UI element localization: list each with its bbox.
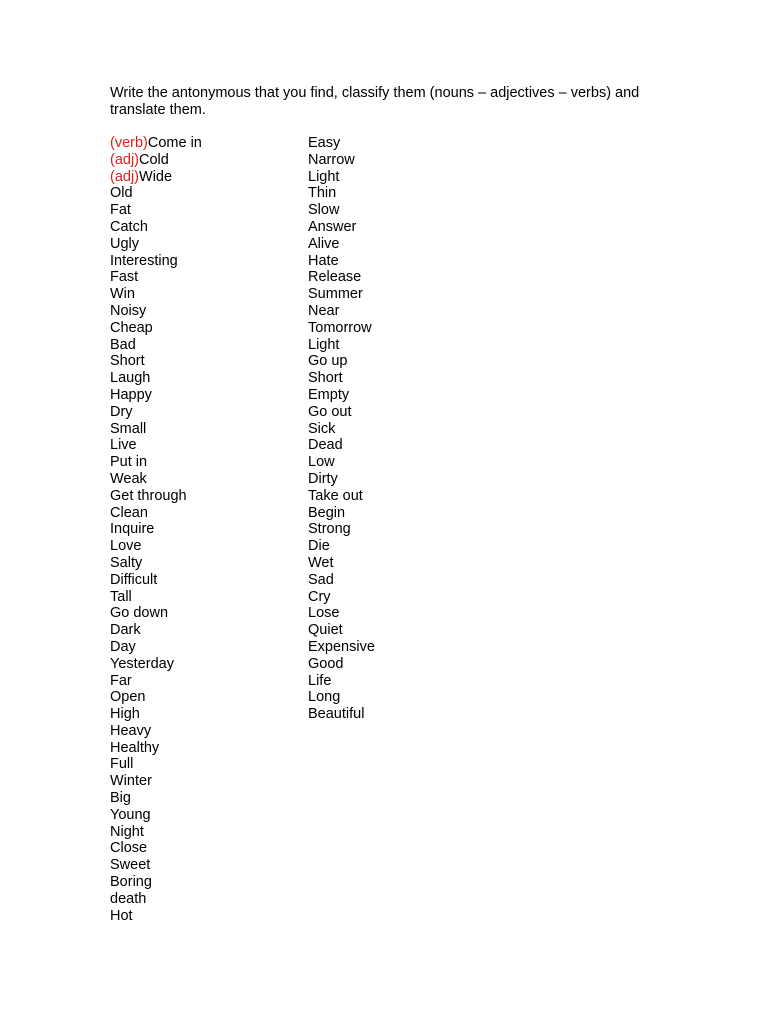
word-text: Live bbox=[110, 437, 137, 454]
right-word-item: Go out bbox=[308, 403, 352, 420]
left-word-item bbox=[110, 185, 202, 202]
left-word-item bbox=[110, 488, 202, 505]
word-text: High bbox=[110, 706, 140, 723]
right-word-item: Wet bbox=[308, 554, 334, 571]
right-word-item: Narrow bbox=[308, 151, 355, 168]
right-word-item: Life bbox=[308, 672, 332, 689]
left-word-item bbox=[110, 538, 202, 555]
left-word-item bbox=[110, 169, 202, 186]
left-word-item bbox=[110, 505, 202, 522]
right-word-item: Summer bbox=[308, 286, 363, 303]
left-word-item bbox=[110, 605, 202, 622]
instructions-text: Write the antonymous that you find, classify them (nouns – adjectives – verbs) and translate them. bbox=[110, 85, 640, 118]
word-text: death bbox=[110, 890, 147, 907]
left-word-item bbox=[110, 706, 202, 723]
word-text: Boring bbox=[110, 874, 152, 891]
right-word-item: Light bbox=[308, 168, 340, 185]
word-text: Big bbox=[110, 790, 131, 807]
left-word-item bbox=[110, 589, 202, 606]
word-text: Put in bbox=[110, 454, 148, 471]
right-word-item: Expensive bbox=[308, 638, 375, 655]
left-word-item bbox=[110, 673, 202, 690]
word-text: Night bbox=[110, 823, 144, 840]
right-word-item: Cry bbox=[308, 588, 331, 605]
word-text: Fast bbox=[110, 269, 139, 286]
word-text: Open bbox=[110, 689, 146, 706]
left-word-item bbox=[110, 891, 202, 908]
word-text: Tall bbox=[110, 588, 132, 605]
right-word-item: Answer bbox=[308, 218, 357, 235]
right-word-item: Quiet bbox=[308, 622, 343, 639]
left-word-item bbox=[110, 269, 202, 286]
word-text: Full bbox=[110, 756, 134, 773]
word-text: Interesting bbox=[110, 252, 178, 269]
word-text: Happy bbox=[110, 386, 152, 403]
left-word-item bbox=[110, 303, 202, 320]
left-word-item bbox=[110, 756, 202, 773]
word-text: Get through bbox=[110, 487, 187, 504]
right-word-item: Sick bbox=[308, 420, 336, 437]
word-text: Inquire bbox=[110, 521, 155, 538]
word-text: Dark bbox=[110, 622, 141, 639]
word-text: Fat bbox=[110, 202, 131, 219]
left-word-item bbox=[110, 521, 202, 538]
right-word-column bbox=[308, 135, 375, 723]
right-word-item: Dirty bbox=[308, 470, 338, 487]
word-text: Noisy bbox=[110, 302, 147, 319]
word-text: Cold bbox=[139, 151, 169, 168]
left-word-item bbox=[110, 337, 202, 354]
left-word-item bbox=[110, 421, 202, 438]
left-word-item bbox=[110, 857, 202, 874]
word-text: Young bbox=[110, 806, 151, 823]
left-word-item bbox=[110, 639, 202, 656]
left-word-item bbox=[110, 807, 202, 824]
left-word-item bbox=[110, 152, 202, 169]
word-text: Cheap bbox=[110, 319, 153, 336]
right-word-item: Alive bbox=[308, 235, 340, 252]
right-word-item: Good bbox=[308, 655, 344, 672]
right-word-item: Low bbox=[308, 454, 335, 471]
word-text: Sweet bbox=[110, 857, 151, 874]
word-text: Clean bbox=[110, 504, 148, 521]
word-text: Winter bbox=[110, 773, 152, 790]
right-word-item: Easy bbox=[308, 135, 341, 151]
left-word-item bbox=[110, 353, 202, 370]
left-word-item bbox=[110, 286, 202, 303]
left-word-item bbox=[110, 135, 202, 152]
word-text: Yesterday bbox=[110, 655, 174, 672]
word-text: Come in bbox=[147, 135, 202, 151]
word-text: Close bbox=[110, 840, 148, 857]
right-word-item: Beautiful bbox=[308, 706, 365, 723]
left-word-item bbox=[110, 723, 202, 740]
right-word-item: Tomorrow bbox=[308, 319, 372, 336]
right-word-item: Begin bbox=[308, 504, 346, 521]
left-word-item bbox=[110, 454, 202, 471]
word-text: Weak bbox=[110, 470, 147, 487]
word-text: Heavy bbox=[110, 722, 152, 739]
right-word-item: Lose bbox=[308, 605, 340, 622]
right-word-item: Take out bbox=[308, 487, 363, 504]
word-text: Love bbox=[110, 538, 142, 555]
right-word-item: Short bbox=[308, 370, 343, 387]
word-text: Dry bbox=[110, 403, 133, 420]
word-text: Go down bbox=[110, 605, 169, 622]
word-text: Small bbox=[110, 420, 147, 437]
left-word-item bbox=[110, 740, 202, 757]
left-word-item bbox=[110, 572, 202, 589]
left-word-item bbox=[110, 824, 202, 841]
word-text: Old bbox=[110, 185, 133, 202]
right-word-item: Near bbox=[308, 302, 340, 319]
left-word-item bbox=[110, 908, 202, 925]
word-text: Win bbox=[110, 286, 135, 303]
left-word-item bbox=[110, 437, 202, 454]
right-word-item: Slow bbox=[308, 202, 340, 219]
right-word-item: Go up bbox=[308, 353, 348, 370]
word-text: Bad bbox=[110, 336, 136, 353]
word-text: Healthy bbox=[110, 739, 160, 756]
left-word-item bbox=[110, 773, 202, 790]
word-text: Difficult bbox=[110, 571, 158, 588]
left-word-item bbox=[110, 622, 202, 639]
right-word-item: Release bbox=[308, 269, 362, 286]
left-word-item bbox=[110, 236, 202, 253]
word-class-tag: (verb) bbox=[110, 135, 148, 151]
right-word-item: Die bbox=[308, 538, 330, 555]
word-text: Short bbox=[110, 353, 145, 370]
word-class-tag: (adj) bbox=[110, 168, 140, 185]
left-word-item bbox=[110, 387, 202, 404]
word-text: Salty bbox=[110, 554, 143, 571]
word-text: Wide bbox=[139, 168, 173, 185]
word-text: Day bbox=[110, 638, 136, 655]
right-word-item: Strong bbox=[308, 521, 351, 538]
left-word-item bbox=[110, 471, 202, 488]
left-word-item bbox=[110, 404, 202, 421]
left-word-item bbox=[110, 202, 202, 219]
left-word-item bbox=[110, 689, 202, 706]
word-text: Hot bbox=[110, 907, 133, 924]
left-word-item bbox=[110, 253, 202, 270]
left-word-item bbox=[110, 790, 202, 807]
word-text: Laugh bbox=[110, 370, 151, 387]
left-word-item bbox=[110, 320, 202, 337]
word-text: Catch bbox=[110, 218, 148, 235]
right-word-item: Empty bbox=[308, 386, 350, 403]
left-word-item bbox=[110, 874, 202, 891]
word-text: Ugly bbox=[110, 235, 140, 252]
right-word-item: Sad bbox=[308, 571, 334, 588]
left-word-item bbox=[110, 840, 202, 857]
left-word-item bbox=[110, 555, 202, 572]
right-word-item: Dead bbox=[308, 437, 343, 454]
right-word-item: Light bbox=[308, 336, 340, 353]
left-word-item bbox=[110, 219, 202, 236]
left-word-item bbox=[110, 370, 202, 387]
left-word-item bbox=[110, 656, 202, 673]
right-word-item: Thin bbox=[308, 185, 337, 202]
left-word-column bbox=[110, 135, 202, 924]
right-word-item: Hate bbox=[308, 252, 339, 269]
word-text: Far bbox=[110, 672, 132, 689]
word-class-tag: (adj) bbox=[110, 151, 140, 168]
right-word-item: Long bbox=[308, 689, 341, 706]
